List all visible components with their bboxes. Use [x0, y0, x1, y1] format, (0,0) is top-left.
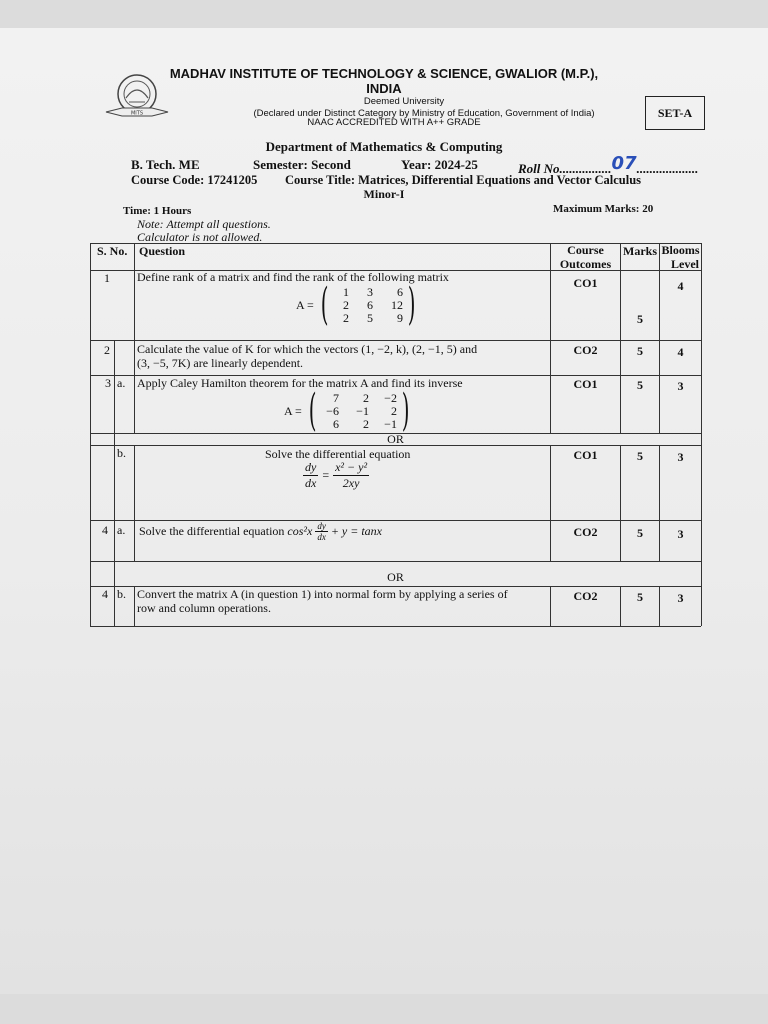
q1-matrix: A = ( 1 3 6 2 6 12 2 5 9 ): [296, 279, 416, 330]
q3b-part: b.: [117, 446, 126, 460]
department: Department of Mathematics & Computing: [265, 139, 503, 154]
institute-country: INDIA: [366, 81, 402, 96]
deemed-university: Deemed University: [363, 96, 445, 107]
max-marks: Maximum Marks: 20: [553, 203, 654, 215]
header-blooms-level: Blooms Level: [661, 243, 700, 271]
svg-text:MITS: MITS: [130, 110, 144, 117]
q1-blooms: 4: [677, 279, 684, 293]
semester: Semester: Second: [253, 157, 351, 172]
q4a-marks: 5: [637, 526, 643, 540]
program: B. Tech. ME: [131, 157, 200, 172]
q1-text: Define rank of a matrix and find the rank of the following matrix: [137, 270, 449, 284]
q3a-matrix: A = ( 7 2 −2 −6 −1 2 6 2 −1 ): [284, 385, 410, 436]
q4a-part: a.: [117, 523, 126, 537]
q2-text-line2: (3, −5, 7K) are linearly dependent.: [137, 356, 304, 370]
declared-line: (Declared under Distinct Category by Ministry of Education, Government of India): [253, 108, 595, 119]
note-calculator: Calculator is not allowed.: [137, 230, 263, 244]
set-label: SET-A: [645, 96, 705, 130]
q3b-marks: 5: [637, 449, 643, 463]
header-question: Question: [139, 244, 186, 258]
roll-number-handwritten: 07: [611, 153, 637, 174]
q2-number: 2: [104, 343, 110, 357]
course-code: Course Code: 17241205: [131, 173, 258, 187]
q3a-marks: 5: [637, 378, 643, 392]
q4a-co: CO2: [573, 525, 598, 539]
q3a-blooms: 3: [677, 379, 684, 393]
q3b-equation: $\frac{dy}{dx}$ = $\frac{\text{x² − y²}}{2xy}$: [305, 460, 368, 490]
q3a-part: a.: [117, 376, 126, 390]
q3b-text: Solve the differential equation: [265, 447, 411, 461]
year: Year: 2024-25: [401, 157, 478, 172]
or-separator-1: OR: [387, 432, 404, 446]
q4b-marks: 5: [637, 590, 643, 604]
q4b-co: CO2: [573, 589, 598, 603]
q4a-number: 4: [102, 523, 108, 537]
q4b-blooms: 3: [677, 591, 684, 605]
note-attempt: Note: Attempt all questions.: [137, 217, 271, 231]
q1-marks: 5: [637, 312, 643, 326]
q3-number: 3: [105, 376, 111, 390]
q4b-text-line1: Convert the matrix A (in question 1) into normal form by applying a series of: [137, 587, 508, 601]
or-separator-2: OR: [387, 570, 404, 584]
q2-text-line1: Calculate the value of K for which the vectors (1, −2, k), (2, −1, 5) and: [137, 342, 478, 356]
q4a-text: Solve the differential equation cos²x $\frac{dy}{dx}$ + y = tanx: [139, 521, 383, 542]
exam-name: Minor-I: [363, 187, 405, 201]
q4a-blooms: 3: [677, 527, 684, 541]
course-title: Course Title: Matrices, Differential Equations and Vector Calculus: [285, 173, 642, 187]
q4b-number: 4: [102, 587, 108, 601]
q3b-blooms: 3: [677, 450, 684, 464]
q2-blooms: 4: [677, 345, 684, 359]
q2-marks: 5: [637, 344, 643, 358]
q1-number: 1: [104, 271, 110, 285]
header-course-outcomes: Course Outcomes: [559, 243, 612, 271]
q1-co: CO1: [573, 276, 598, 290]
header-marks: Marks: [623, 244, 657, 258]
header-sno: S. No.: [97, 244, 128, 258]
q3a-text: Apply Caley Hamilton theorem for the matrix A and find its inverse: [137, 376, 463, 390]
q4b-part: b.: [117, 587, 126, 601]
q3a-co: CO1: [573, 377, 598, 391]
roll-no: Roll No................07...................: [518, 153, 699, 176]
naac-grade: NAAC ACCREDITED WITH A++ GRADE: [307, 117, 481, 128]
institute-name: MADHAV INSTITUTE OF TECHNOLOGY & SCIENCE, GWALIOR (M.P.),: [169, 66, 599, 81]
time: Time: 1 Hours: [123, 205, 192, 217]
q4b-text-line2: row and column operations.: [137, 601, 271, 615]
q2-co: CO2: [573, 343, 598, 357]
q3b-co: CO1: [573, 448, 598, 462]
